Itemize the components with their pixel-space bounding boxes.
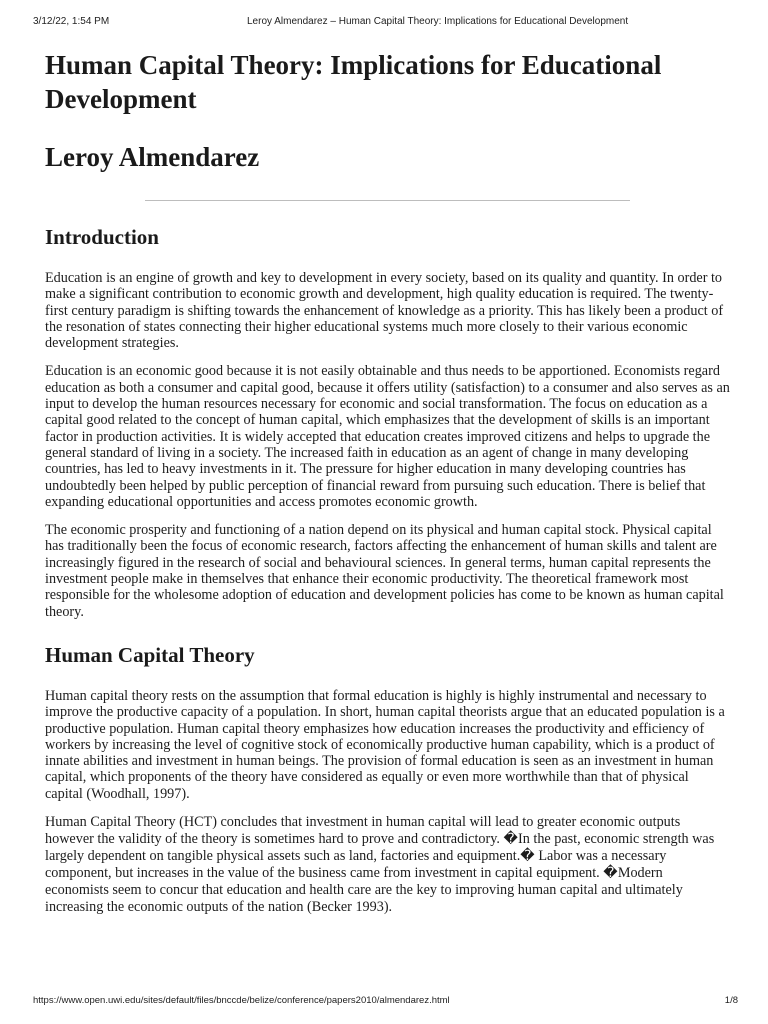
page-number: 1/8: [724, 995, 738, 1006]
section-heading-introduction: Introduction: [45, 225, 159, 249]
paragraph: The economic prosperity and functioning of a nation depend on its physical and human capital stock. Physical capital has traditionally been the focus of economic research, factors affecting the enhancement of human skills and talent are increasingly figured in the research of social and behavioural sciences. In general terms, human capital represents the investment people make in themselves that enhance their economic productivity. The theoretical framework most responsible for the wholesome adoption of education and development policies has come to be known as human capital theory.: [45, 522, 724, 620]
section-heading-human-capital-theory: Human Capital Theory: [45, 642, 255, 667]
paragraph: Education is an engine of growth and key to development in every society, based on its quality and quantity. In order to make a significant contribution to economic growth and development, high quality education is required. The twenty-first century paradigm is shifting towards the enhancement of knowledge as a priority. This has likely been a product of the resonation of states connecting their higher educational systems much more closely to their various economic development strategies.: [45, 270, 724, 352]
article-title: Human Capital Theory: Implications for Educational Development: [45, 50, 662, 114]
print-url: https://www.open.uwi.edu/sites/default/files/bnccde/belize/conference/papers2010/almendarez.html: [33, 995, 450, 1006]
paragraph: Human Capital Theory (HCT) concludes that investment in human capital will lead to greater economic outputs however the validity of the theory is sometimes hard to prove and contradictory. �In the past, economic strength was largely dependent on tangible physical assets such as land, factories and equipment.� Labor was a necessary component, but increases in the value of the business came from investment in capital equipment. �Modern economists seem to concur that education and health care are the key to improving human capital and ultimately increasing the economic outputs of the nation (Becker 1993).: [45, 814, 715, 916]
article: [45, 48, 730, 916]
paragraph: Education is an economic good because it is not easily obtainable and thus needs to be apportioned. Economists regard education as both a consumer and capital good, because it offers utility (satisfaction) to a consumer and also serves as an input to develop the human resources necessary for economic and social transformation. The focus on education as a capital good related to the concept of human capital, which emphasizes that the development of skills is an important factor in production activities. It is widely accepted that education creates improved citizens and helps to upgrade the general standard of living in a society. The increased faith in education as an agent of change in many developing countries, has led to heavy investments in it. The pressure for higher education in many developing countries has undoubtedly been helped by public perception of financial reward from pursuing such education. There is belief that expanding educational opportunities and access promotes economic growth.: [45, 363, 730, 510]
print-doc-title: Leroy Almendarez – Human Capital Theory: Implications for Educational Development: [247, 16, 629, 27]
horizontal-divider: [145, 200, 630, 201]
paragraph: Human capital theory rests on the assumption that formal education is highly is highly instrumental and necessary to improve the productive capacity of a population. In short, human capital theorists argue that an educated population is a productive population. Human capital theory emphasizes how education increases the productivity and efficiency of workers by increasing the level of cognitive stock of economically productive human capability, which is a product of innate abilities and investment in human beings. The provision of formal education is seen as an investment in human capital, which proponents of the theory have considered as equally or even more worthwhile than that of physical capital (Woodhall, 1997).: [45, 687, 725, 802]
article-author: Leroy Almendarez: [45, 142, 260, 172]
print-datetime: 3/12/22, 1:54 PM: [33, 16, 110, 27]
